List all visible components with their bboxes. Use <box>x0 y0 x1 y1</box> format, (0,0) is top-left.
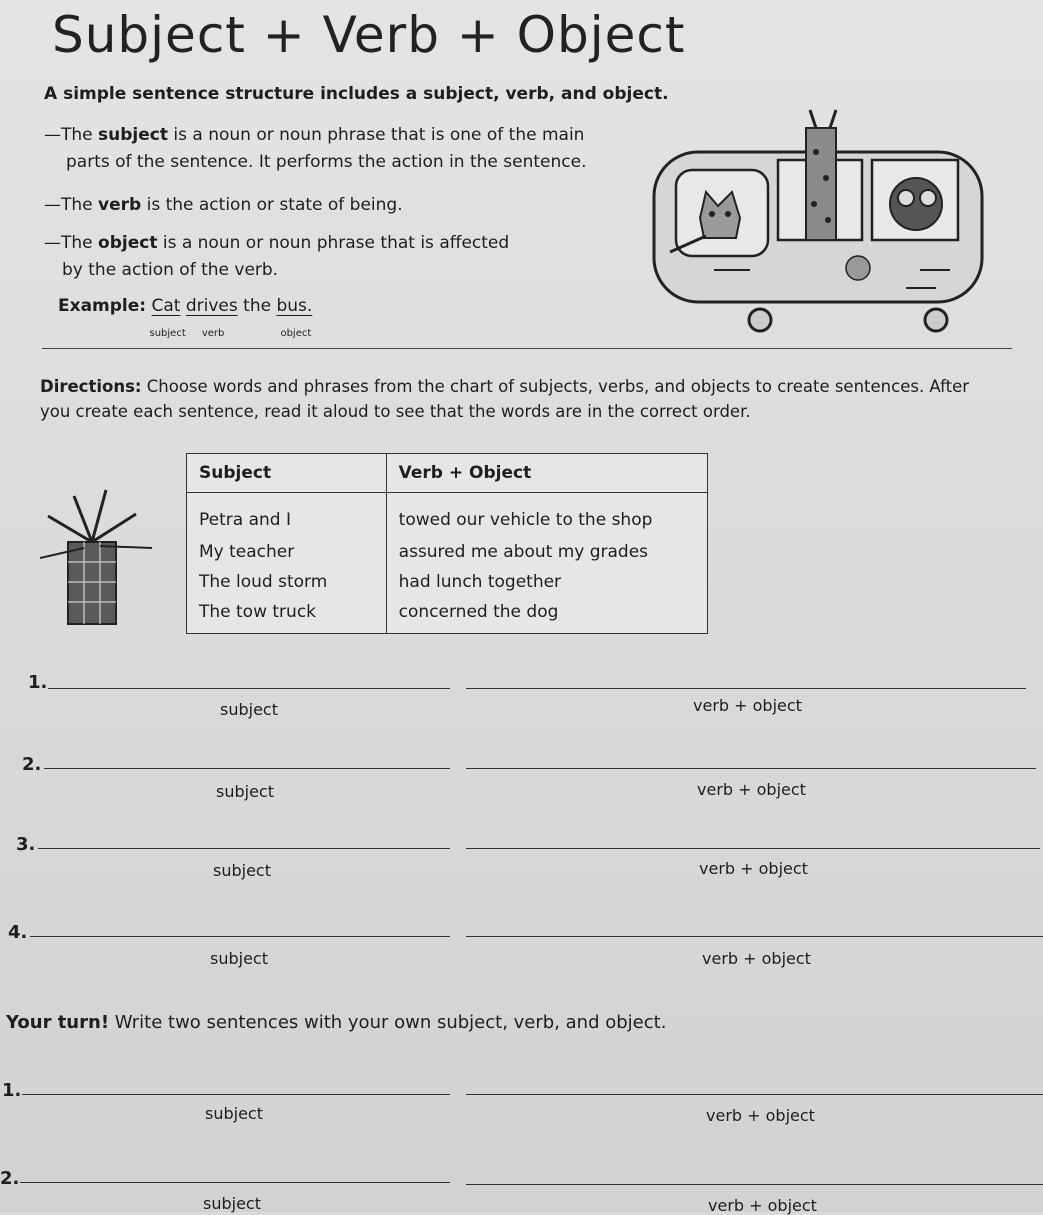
exercise-number: 1. <box>28 672 48 693</box>
chart-cell-subject: The loud storm <box>187 567 387 597</box>
intro-text: A simple sentence structure includes a subject, verb, and object. <box>44 84 669 104</box>
subject-label: subject <box>213 861 271 880</box>
example-word: drives <box>185 296 238 316</box>
bullet-verb <box>44 192 403 219</box>
answer-line-verb-object[interactable] <box>466 1094 1043 1095</box>
answer-line-subject[interactable] <box>38 848 450 849</box>
example-label: Example: <box>58 296 147 316</box>
answer-line-verb-object[interactable] <box>466 848 1040 849</box>
example-word-article: the <box>243 296 272 316</box>
bullet-text: is the action or state of being. <box>141 195 403 215</box>
chart-cell-verb-object: assured me about my grades <box>386 537 707 567</box>
chart-row <box>187 537 708 567</box>
chart-cell-verb-object: towed our vehicle to the shop <box>386 493 707 538</box>
chart-cell-verb-object: concerned the dog <box>386 597 707 634</box>
chart-header-row <box>187 454 708 493</box>
chart-row <box>187 597 708 634</box>
chart-cell-subject: My teacher <box>187 537 387 567</box>
example-word-object <box>276 296 313 339</box>
bullet-term: subject <box>98 125 168 145</box>
verb-object-label: verb + object <box>693 696 802 715</box>
chart-cell-subject: Petra and I <box>187 493 387 538</box>
bullet-dash: —The <box>44 195 99 215</box>
chart-row <box>187 567 708 597</box>
bullet-dash: —The <box>44 125 99 145</box>
answer-line-subject[interactable] <box>22 1094 450 1095</box>
verb-object-label: verb + object <box>702 949 811 968</box>
verb-object-label: verb + object <box>699 859 808 878</box>
example-word: Cat <box>151 296 181 316</box>
section-divider <box>42 348 1012 349</box>
example-caption-subject: subject <box>149 328 186 339</box>
chart-row <box>187 493 708 538</box>
page-title: Subject + Verb + Object <box>52 6 686 64</box>
answer-line-subject[interactable] <box>48 688 450 689</box>
answer-line-verb-object[interactable] <box>466 936 1043 937</box>
chart-header-verb-object: Verb + Object <box>386 454 707 493</box>
directions-text <box>40 374 990 424</box>
bullet-text: is a noun or noun phrase that is one of the main <box>167 125 585 145</box>
subject-label: subject <box>216 782 274 801</box>
bullet-text-line2: parts of the sentence. It performs the action in the sentence. <box>66 152 587 172</box>
example-caption-object: object <box>280 328 312 339</box>
answer-line-verb-object[interactable] <box>466 1184 1043 1185</box>
example-sentence <box>58 296 313 339</box>
answer-line-subject[interactable] <box>30 936 450 937</box>
bullet-dash: —The <box>44 233 99 253</box>
answer-line-subject[interactable] <box>20 1182 450 1183</box>
exercise-number: 2. <box>0 1168 20 1189</box>
bullet-subject <box>44 122 586 176</box>
bullet-object <box>44 230 509 284</box>
verb-object-label: verb + object <box>697 780 806 799</box>
subject-label: subject <box>210 949 268 968</box>
answer-line-verb-object[interactable] <box>466 688 1026 689</box>
verb-object-label: verb + object <box>706 1106 815 1125</box>
chart-header-subject: Subject <box>187 454 387 493</box>
chart-cell-subject: The tow truck <box>187 597 387 634</box>
verb-object-label: verb + object <box>708 1196 817 1215</box>
bullet-term: verb <box>98 195 142 215</box>
directions-label: Directions: <box>40 377 142 396</box>
bullet-text-line2: by the action of the verb. <box>62 260 279 280</box>
bullet-text: is a noun or noun phrase that is affected <box>157 233 510 253</box>
chart-cell-verb-object: had lunch together <box>386 567 707 597</box>
tree-illustration <box>40 486 170 626</box>
your-turn-label: Your turn! <box>6 1012 110 1033</box>
answer-line-verb-object[interactable] <box>466 768 1036 769</box>
subject-label: subject <box>203 1194 261 1213</box>
exercise-number: 1. <box>2 1080 22 1101</box>
example-caption-verb: verb <box>201 328 225 339</box>
exercise-number: 4. <box>8 922 28 943</box>
exercise-number: 2. <box>22 754 42 775</box>
subject-verb-object-chart <box>186 453 708 634</box>
directions-body: Choose words and phrases from the chart of subjects, verbs, and objects to create sentences. After you create each sentence, read it aloud to see that the words are in the correct order. <box>40 377 970 421</box>
example-word-verb <box>185 296 238 339</box>
exercise-number: 3. <box>16 834 36 855</box>
example-word: bus. <box>276 296 313 316</box>
subject-label: subject <box>220 700 278 719</box>
your-turn-instructions <box>6 1012 666 1033</box>
bus-with-animals-illustration <box>640 108 1000 334</box>
your-turn-text: Write two sentences with your own subject, verb, and object. <box>114 1012 667 1033</box>
subject-label: subject <box>205 1104 263 1123</box>
answer-line-subject[interactable] <box>44 768 450 769</box>
example-word-subject <box>149 296 186 339</box>
bullet-term: object <box>98 233 158 253</box>
